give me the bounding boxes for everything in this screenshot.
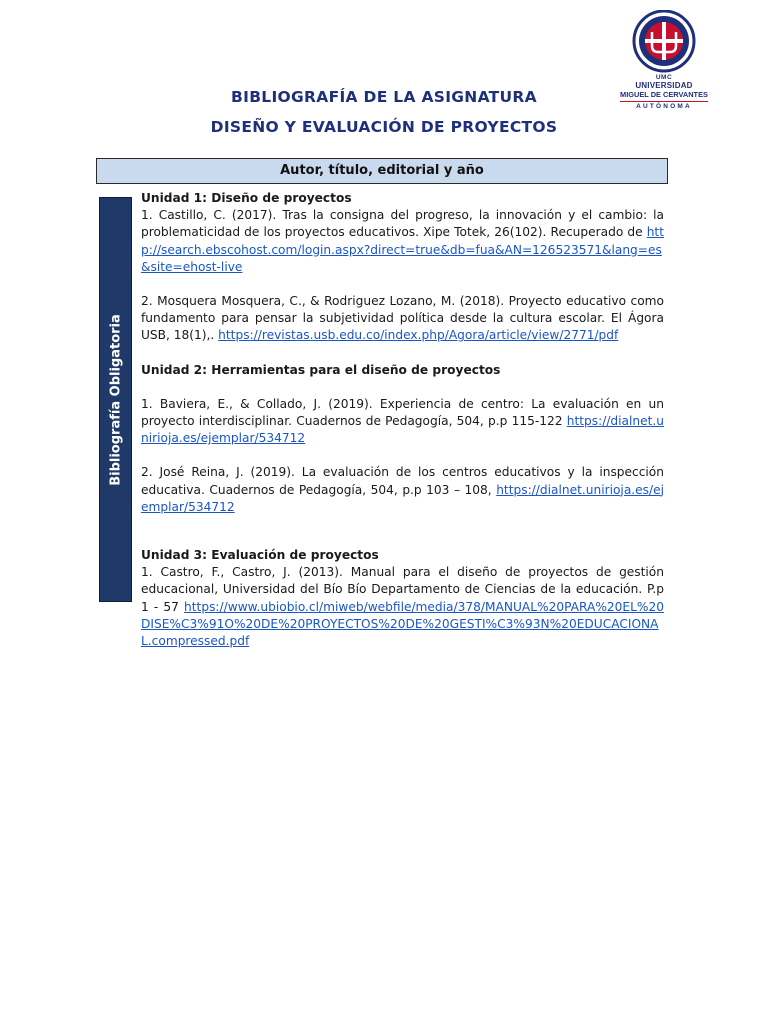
reference-entry <box>141 396 664 448</box>
reference-entry <box>141 207 664 276</box>
logo-abbreviation: UMC <box>655 74 673 81</box>
unit-title: Unidad 1: Diseño de proyectos <box>141 191 352 205</box>
page-title <box>150 82 618 142</box>
reference-entry <box>141 564 664 650</box>
table-header: Autor, título, editorial y año <box>96 158 668 184</box>
reference-text: 1. Castillo, C. (2017). Tras la consigna del progreso, la innovación y el cambio: la problematicidad de los proyectos educativos. Xipe Totek, 26(102). Recuperado de <box>141 208 664 240</box>
title-line-1: BIBLIOGRAFÍA DE LA ASIGNATURA <box>231 88 537 106</box>
reference-entry <box>141 464 664 516</box>
logo-line-2: MIGUEL DE CERVANTES <box>620 90 708 99</box>
logo-line-1: UNIVERSIDAD <box>635 81 693 90</box>
reference-text: 1. Baviera, E., & Collado, J. (2019). Experiencia de centro: La evaluación en un proyecto interdisciplinar. Cuadernos de Pedagogía, 504, p.p 115-122 <box>141 396 664 429</box>
unit-section <box>141 362 664 516</box>
reference-link[interactable]: https://www.ubiobio.cl/miweb/webfile/media/378/MANUAL%20PARA%20EL%20DISE%C3%91O%20DE%20PROYECTOS%20DE%20GESTI%C3%93N%20EDUCACIONAL.compressed.pdf <box>141 599 664 649</box>
reference-link[interactable]: https://dialnet.unirioja.es/ejemplar/534712 <box>141 482 664 514</box>
reference-link[interactable]: http://search.ebscohost.com/login.aspx?direct=true&db=fua&AN=126523571&lang=es&site=ehost-live <box>141 225 664 274</box>
unit-title: Unidad 3: Evaluación de proyectos <box>141 548 379 563</box>
unit-section <box>141 547 664 650</box>
reference-link[interactable]: https://revistas.usb.edu.co/index.php/Agora/article/view/2771/pdf <box>218 328 619 343</box>
side-category-label: Bibliografía Obligatoria <box>108 313 123 486</box>
logo-line-3: AUTÓNOMA <box>636 103 692 110</box>
university-seal-icon <box>612 10 716 74</box>
bibliography-content <box>141 190 664 650</box>
side-category-bar <box>99 197 132 602</box>
reference-text: 2. Mosquera Mosquera, C., & Rodriguez Lozano, M. (2018). Proyecto educativo como fundamento para pensar la subjetividad política desde la cultura escolar. El Ágora USB, 18(1),. <box>141 294 664 343</box>
unit-section <box>141 190 664 345</box>
logo-divider <box>620 101 708 102</box>
reference-entry <box>141 293 664 345</box>
university-logo <box>612 10 716 118</box>
title-line-2: DISEÑO Y EVALUACIÓN DE PROYECTOS <box>210 118 558 136</box>
reference-link[interactable]: https://dialnet.unirioja.es/ejemplar/534712 <box>141 414 664 446</box>
reference-text: 2. José Reina, J. (2019). La evaluación de los centros educativos y la inspección educativa. Cuadernos de Pedagogía, 504, p.p 103 – 108, <box>141 465 664 497</box>
unit-title: Unidad 2: Herramientas para el diseño de proyectos <box>141 362 501 377</box>
reference-text: 1. Castro, F., Castro, J. (2013). Manual para el diseño de proyectos de gestión educacional, Universidad del Bío Bío Departamento de Ciencias de la educación. P.p 1 - 57 <box>141 565 664 614</box>
